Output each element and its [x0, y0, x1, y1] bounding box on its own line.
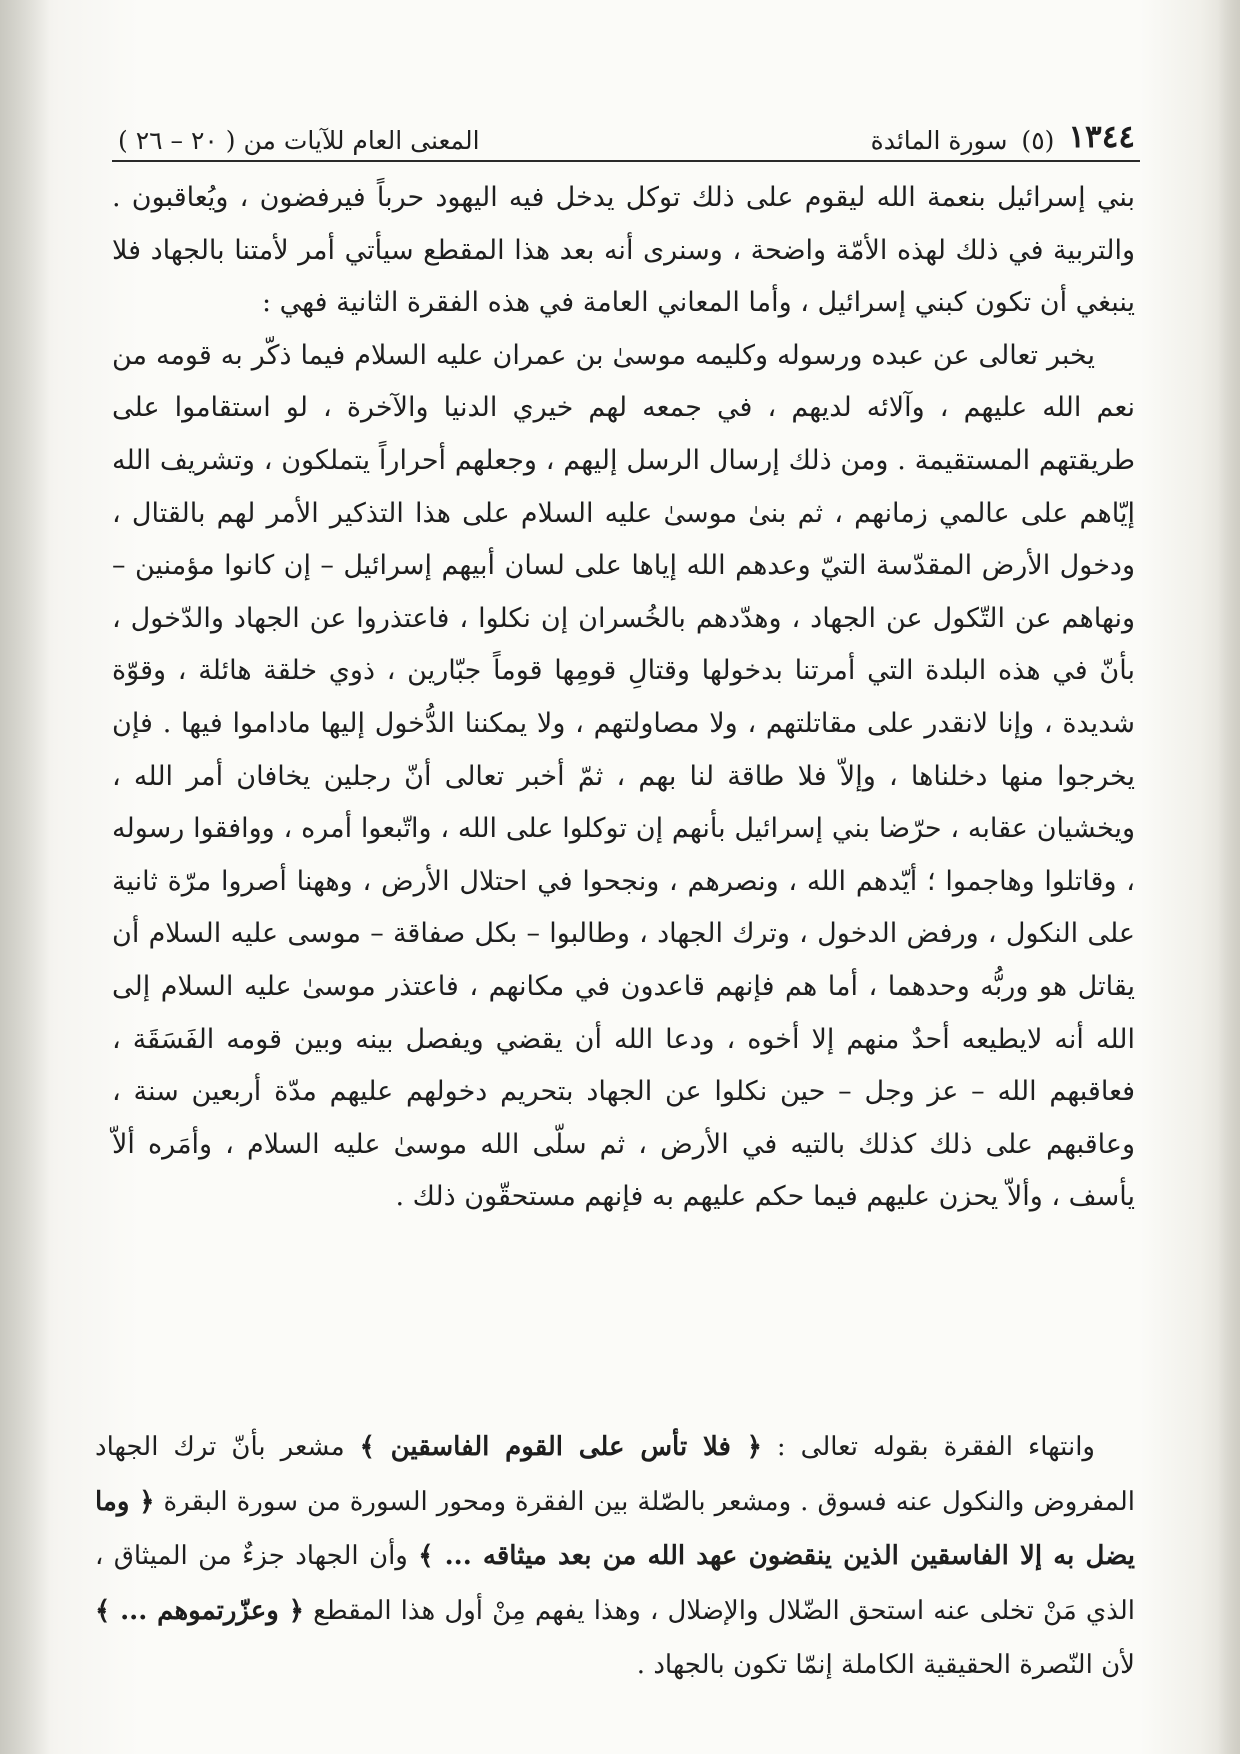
commentary-text — [95, 1420, 1135, 1693]
commentary-part-3: وأن الجهاد جزءٌ من الميثاق ، الذي مَنْ تخلى عنه استحق الضّلال والإضلال ، وهذا يفهم مِنْ أول هذا المقطع — [95, 1541, 1136, 1626]
sura-name: سورة المائدة — [870, 126, 1008, 155]
verse-quote-3: ﴿ وعزّرتموهم ... ﴾ — [95, 1595, 304, 1626]
verse-quote-2: ﴿ وما يضل به إلا الفاسقين الذين ينقضون عهد الله من بعد ميثاقه ... ﴾ — [95, 1486, 1136, 1571]
running-title: المعنى العام للآيات من ( ٢٠ – ٢٦ ) — [118, 126, 480, 155]
paragraph-summary: يخبر تعالى عن عبده ورسوله وكليمه موسىٰ بن عمران عليه السلام فيما ذكّر به قومه من نعم الله عليهم ، وآلائه لديهم ، في جمعه لهم خيري الدنيا والآخرة ، لو استقاموا على طريقتهم المستقيمة . ومن ذلك إرسال الرسل إليهم ، وجعلهم أحراراً يتملكون ، وتشريف الله إيّاهم على عالمي زمانهم ، ثم بنىٰ موسىٰ عليه السلام على هذا التذكير الأمر لهم بالقتال ، ودخول الأرض المقدّسة التيّ وعدهم الله إياها على لسان أبيهم إسرائيل – إن كانوا مؤمنين – ونهاهم عن التّكول عن الجهاد ، وهدّدهم بالخُسران إن نكلوا ، فاعتذروا عن الجهاد والدّخول ، بأنّ في هذه البلدة التي أمرتنا بدخولها وقتالِ قومِها قوماً جبّارين ، ذوي خلقة هائلة ، وقوّة شديدة ، وإنا لانقدر على مقاتلتهم ، ولا مصاولتهم ، ولا يمكننا الدُّخول إليها ماداموا فيها . فإن يخرجوا منها دخلناها ، وإلاّ فلا طاقة لنا بهم ، ثمّ أخبر تعالى أنّ رجلين يخافان أمر الله ، ويخشيان عقابه ، حرّضا بني إسرائيل بأنهم إن توكلوا على الله ، واتّبعوا أمره ، ووافقوا رسوله ، وقاتلوا وهاجموا ؛ أيّدهم الله ، ونصرهم ، ونجحوا في احتلال الأرض ، وههنا أصروا مرّة ثانية على النكول ، ورفض الدخول ، وترك الجهاد ، وطالبوا – بكل صفاقة – موسى عليه السلام أن يقاتل هو وربُّه وحدهما ، أما هم فإنهم قاعدون في مكانهم ، فاعتذر موسىٰ عليه السلام إلى الله أنه لايطيعه أحدٌ منهم إلا أخوه ، ودعا الله أن يقضي ويفصل بينه وبين قومه الفَسَقَة ، فعاقبهم الله – عز وجل – حين نكلوا عن الجهاد بتحريم دخولهم عليهم مدّة أربعين سنة ، وعاقبهم على ذلك كذلك بالتيه في الأرض ، ثم سلّى الله موسىٰ عليه السلام ، وأمَره ألاّ يأسف ، وألاّ يحزن عليهم فيما حكم عليهم به فإنهم مستحقّون ذلك . — [112, 339, 1135, 1213]
verse-quote-1: ﴿ فلا تأس على القوم الفاسقين ﴾ — [359, 1432, 762, 1462]
header-rule — [112, 160, 1140, 162]
page-edge — [1218, 0, 1240, 1754]
main-text — [112, 172, 1135, 1224]
running-header — [118, 105, 1135, 155]
page-gutter-shadow — [0, 0, 50, 1754]
commentary-part-1: وانتهاء الفقرة بقوله تعالى : — [776, 1432, 1095, 1462]
paragraph-intro: بني إسرائيل بنعمة الله ليقوم على ذلك توكل يدخل فيه اليهود حرباً فيرفضون ، ويُعاقبون . والتربية في ذلك لهذه الأمّة واضحة ، وسنرى أنه بعد هذا المقطع سيأتي أمر لأمتنا بالجهاد فلا ينبغي أن تكون كبني إسرائيل ، وأما المعاني العامة في هذه الفقرة الثانية فهي : — [112, 182, 1135, 319]
commentary-paragraph — [95, 1420, 1135, 1693]
commentary-part-4: لأن النّصرة الحقيقية الكاملة إنمّا تكون بالجهاد . — [636, 1650, 1135, 1680]
header-right-group — [871, 119, 1135, 155]
page-number: ١٣٤٤ — [1068, 119, 1135, 155]
commentary-part-2: مشعر بأنّ ترك الجهاد المفروض والنكول عنه فسوق . ومشعر بالصّلة بين الفقرة ومحور السورة من سورة البقرة — [95, 1432, 1135, 1517]
sura-number: (٥) — [1021, 126, 1055, 155]
